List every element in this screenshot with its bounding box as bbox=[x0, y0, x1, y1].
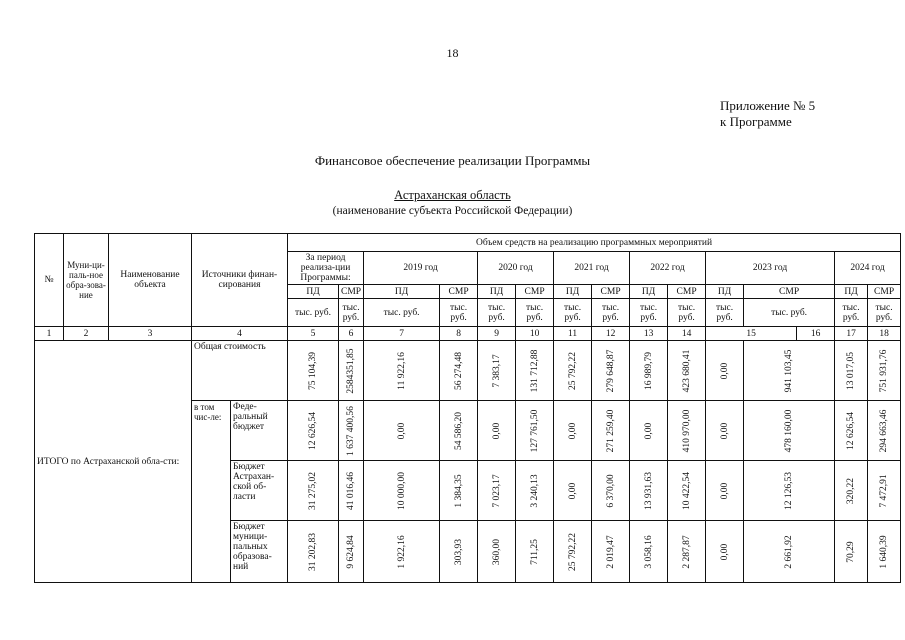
financing-table bbox=[34, 233, 901, 583]
column-numbers-row bbox=[35, 327, 901, 341]
header-smr: СМР bbox=[868, 285, 901, 299]
col-number: 10 bbox=[516, 327, 554, 341]
value-cell: 2 661,92 bbox=[784, 534, 795, 569]
value-cell: 41 016,46 bbox=[346, 471, 357, 510]
header-smr: СМР bbox=[516, 285, 554, 299]
header-smr: СМР bbox=[440, 285, 478, 299]
value-cell: 31 275,02 bbox=[308, 471, 318, 510]
value-cell: 294 663,46 bbox=[879, 409, 890, 452]
including-label: в том чис-ле: bbox=[192, 401, 231, 583]
source-label: Феде-ральный бюджет bbox=[231, 401, 288, 461]
header-unit: тыс. руб. bbox=[288, 299, 339, 327]
table-row bbox=[35, 341, 901, 401]
value-cell: 54 586,20 bbox=[453, 411, 464, 450]
value-cell: 0,00 bbox=[719, 482, 730, 499]
col-number: 9 bbox=[478, 327, 516, 341]
value-cell: 1 384,35 bbox=[453, 473, 464, 508]
value-cell: 751 931,76 bbox=[879, 349, 890, 392]
value-cell: 70,29 bbox=[846, 540, 857, 563]
source-label: Бюджет муници-пальных образова-ний bbox=[231, 521, 288, 583]
value-cell: 12 626,54 bbox=[846, 411, 857, 450]
col-number: 16 bbox=[797, 327, 835, 341]
header-smr: СМР bbox=[592, 285, 630, 299]
value-cell: 360,00 bbox=[491, 538, 502, 565]
col-number: 14 bbox=[668, 327, 706, 341]
value-cell: 271 259,40 bbox=[605, 409, 616, 452]
header-year-2024: 2024 год bbox=[835, 252, 901, 285]
col-number: 7 bbox=[364, 327, 440, 341]
header-object-name: Наименование объекта bbox=[109, 234, 192, 327]
value-cell: 0,00 bbox=[491, 422, 502, 439]
value-cell: 7 472,91 bbox=[879, 473, 890, 508]
header-unit: тыс. руб. bbox=[630, 299, 668, 327]
value-cell: 11 922,16 bbox=[396, 351, 407, 390]
header-smr: СМР bbox=[339, 285, 364, 299]
value-cell: 31 202,83 bbox=[308, 532, 318, 571]
value-cell: 2 019,47 bbox=[605, 534, 616, 569]
value-cell: 3 240,13 bbox=[529, 473, 540, 508]
col-number: 1 bbox=[35, 327, 64, 341]
value-cell: 478 160,00 bbox=[784, 409, 795, 452]
header-pd: ПД bbox=[554, 285, 592, 299]
header-no: № bbox=[35, 234, 64, 327]
col-number: 5 bbox=[288, 327, 339, 341]
col-number: 3 bbox=[109, 327, 192, 341]
value-cell: 25 792,22 bbox=[567, 351, 578, 390]
region-name: Астраханская область bbox=[394, 188, 511, 202]
header-volume: Объем средств на реализацию программных мероприятий bbox=[288, 234, 901, 252]
value-cell: 10 000,00 bbox=[396, 471, 407, 510]
value-cell: 0,00 bbox=[396, 422, 407, 439]
col-number: 12 bbox=[592, 327, 630, 341]
header-sources: Источники финан-сирования bbox=[192, 234, 288, 327]
header-year-2019: 2019 год bbox=[364, 252, 478, 285]
col-number: 13 bbox=[630, 327, 668, 341]
col-number: 15 bbox=[706, 327, 797, 341]
header-year-2022: 2022 год bbox=[630, 252, 706, 285]
header-pd: ПД bbox=[478, 285, 516, 299]
value-cell: 2584351,85 bbox=[346, 347, 357, 394]
value-cell: 6 370,00 bbox=[605, 473, 616, 508]
value-cell: 13 931,63 bbox=[643, 471, 654, 510]
header-unit: тыс. руб. bbox=[554, 299, 592, 327]
value-cell: 56 274,48 bbox=[453, 351, 464, 390]
col-number: 17 bbox=[835, 327, 868, 341]
value-cell: 0,00 bbox=[719, 362, 730, 379]
col-number: 18 bbox=[868, 327, 901, 341]
header-year-2020: 2020 год bbox=[478, 252, 554, 285]
header-period-total: За период реализа-ции Программы: bbox=[288, 252, 364, 285]
header-unit: тыс. руб. bbox=[668, 299, 706, 327]
value-cell: 423 680,41 bbox=[681, 349, 692, 392]
value-cell: 711,25 bbox=[529, 538, 540, 565]
value-cell: 7 023,17 bbox=[491, 473, 502, 508]
header-smr: СМР bbox=[668, 285, 706, 299]
header-smr: СМР bbox=[744, 285, 835, 299]
value-cell: 127 761,50 bbox=[529, 409, 540, 452]
col-number: 11 bbox=[554, 327, 592, 341]
header-pd: ПД bbox=[364, 285, 440, 299]
appendix-line-1: Приложение № 5 bbox=[720, 98, 816, 113]
header-pd: ПД bbox=[630, 285, 668, 299]
source-label: Общая стоимость bbox=[192, 341, 288, 401]
header-unit: тыс. руб. bbox=[339, 299, 364, 327]
header-pd: ПД bbox=[835, 285, 868, 299]
header-unit: тыс. руб. bbox=[364, 299, 440, 327]
value-cell: 1 637 400,56 bbox=[346, 405, 357, 456]
col-number: 6 bbox=[339, 327, 364, 341]
header-pd: ПД bbox=[706, 285, 744, 299]
header-unit: тыс. руб. bbox=[592, 299, 630, 327]
value-cell: 320,22 bbox=[846, 477, 857, 504]
document-title: Финансовое обеспечение реализации Программы bbox=[314, 153, 591, 168]
value-cell: 2 287,87 bbox=[681, 534, 692, 569]
value-cell: 131 712,88 bbox=[529, 349, 540, 392]
appendix-line-2: к Программе bbox=[720, 114, 792, 129]
col-number: 4 bbox=[192, 327, 288, 341]
header-unit: тыс. руб. bbox=[706, 299, 744, 327]
value-cell: 0,00 bbox=[567, 482, 578, 499]
value-cell: 279 648,87 bbox=[605, 349, 616, 392]
value-cell: 0,00 bbox=[719, 422, 730, 439]
header-pd: ПД bbox=[288, 285, 339, 299]
value-cell: 16 989,79 bbox=[643, 351, 654, 390]
page-number: 18 bbox=[446, 46, 459, 60]
header-unit: тыс. руб. bbox=[478, 299, 516, 327]
header-unit: тыс. руб. bbox=[744, 299, 835, 327]
value-cell: 0,00 bbox=[719, 543, 730, 560]
value-cell: 12 626,54 bbox=[308, 411, 318, 450]
header-year-2021: 2021 год bbox=[554, 252, 630, 285]
header-municipality: Муни-ци-паль-ное обра-зова-ние bbox=[64, 234, 109, 327]
value-cell: 1 922,16 bbox=[396, 534, 407, 569]
header-year-2023: 2023 год bbox=[706, 252, 835, 285]
col-number: 8 bbox=[440, 327, 478, 341]
region-note: (наименование субъекта Российской Федерации) bbox=[332, 205, 573, 217]
value-cell: 0,00 bbox=[643, 422, 654, 439]
col-number: 2 bbox=[64, 327, 109, 341]
value-cell: 10 422,54 bbox=[681, 471, 692, 510]
source-label: Бюджет Астрахан-ской об-ласти bbox=[231, 461, 288, 521]
value-cell: 12 126,53 bbox=[784, 471, 795, 510]
header-unit: тыс. руб. bbox=[516, 299, 554, 327]
header-unit: тыс. руб. bbox=[868, 299, 901, 327]
value-cell: 9 624,84 bbox=[346, 534, 357, 569]
value-cell: 1 640,39 bbox=[879, 534, 890, 569]
appendix-heading bbox=[720, 98, 815, 130]
total-label: ИТОГО по Астраханской обла-сти: bbox=[35, 341, 192, 583]
value-cell: 3 058,16 bbox=[643, 534, 654, 569]
value-cell: 75 104,39 bbox=[308, 351, 318, 390]
value-cell: 7 383,17 bbox=[491, 353, 502, 388]
header-unit: тыс. руб. bbox=[835, 299, 868, 327]
value-cell: 0,00 bbox=[567, 422, 578, 439]
value-cell: 303,93 bbox=[453, 538, 464, 565]
value-cell: 25 792,22 bbox=[567, 532, 578, 571]
value-cell: 13 017,05 bbox=[846, 351, 857, 390]
value-cell: 941 103,45 bbox=[784, 349, 795, 392]
header-unit: тыс. руб. bbox=[440, 299, 478, 327]
value-cell: 410 970,00 bbox=[681, 409, 692, 452]
